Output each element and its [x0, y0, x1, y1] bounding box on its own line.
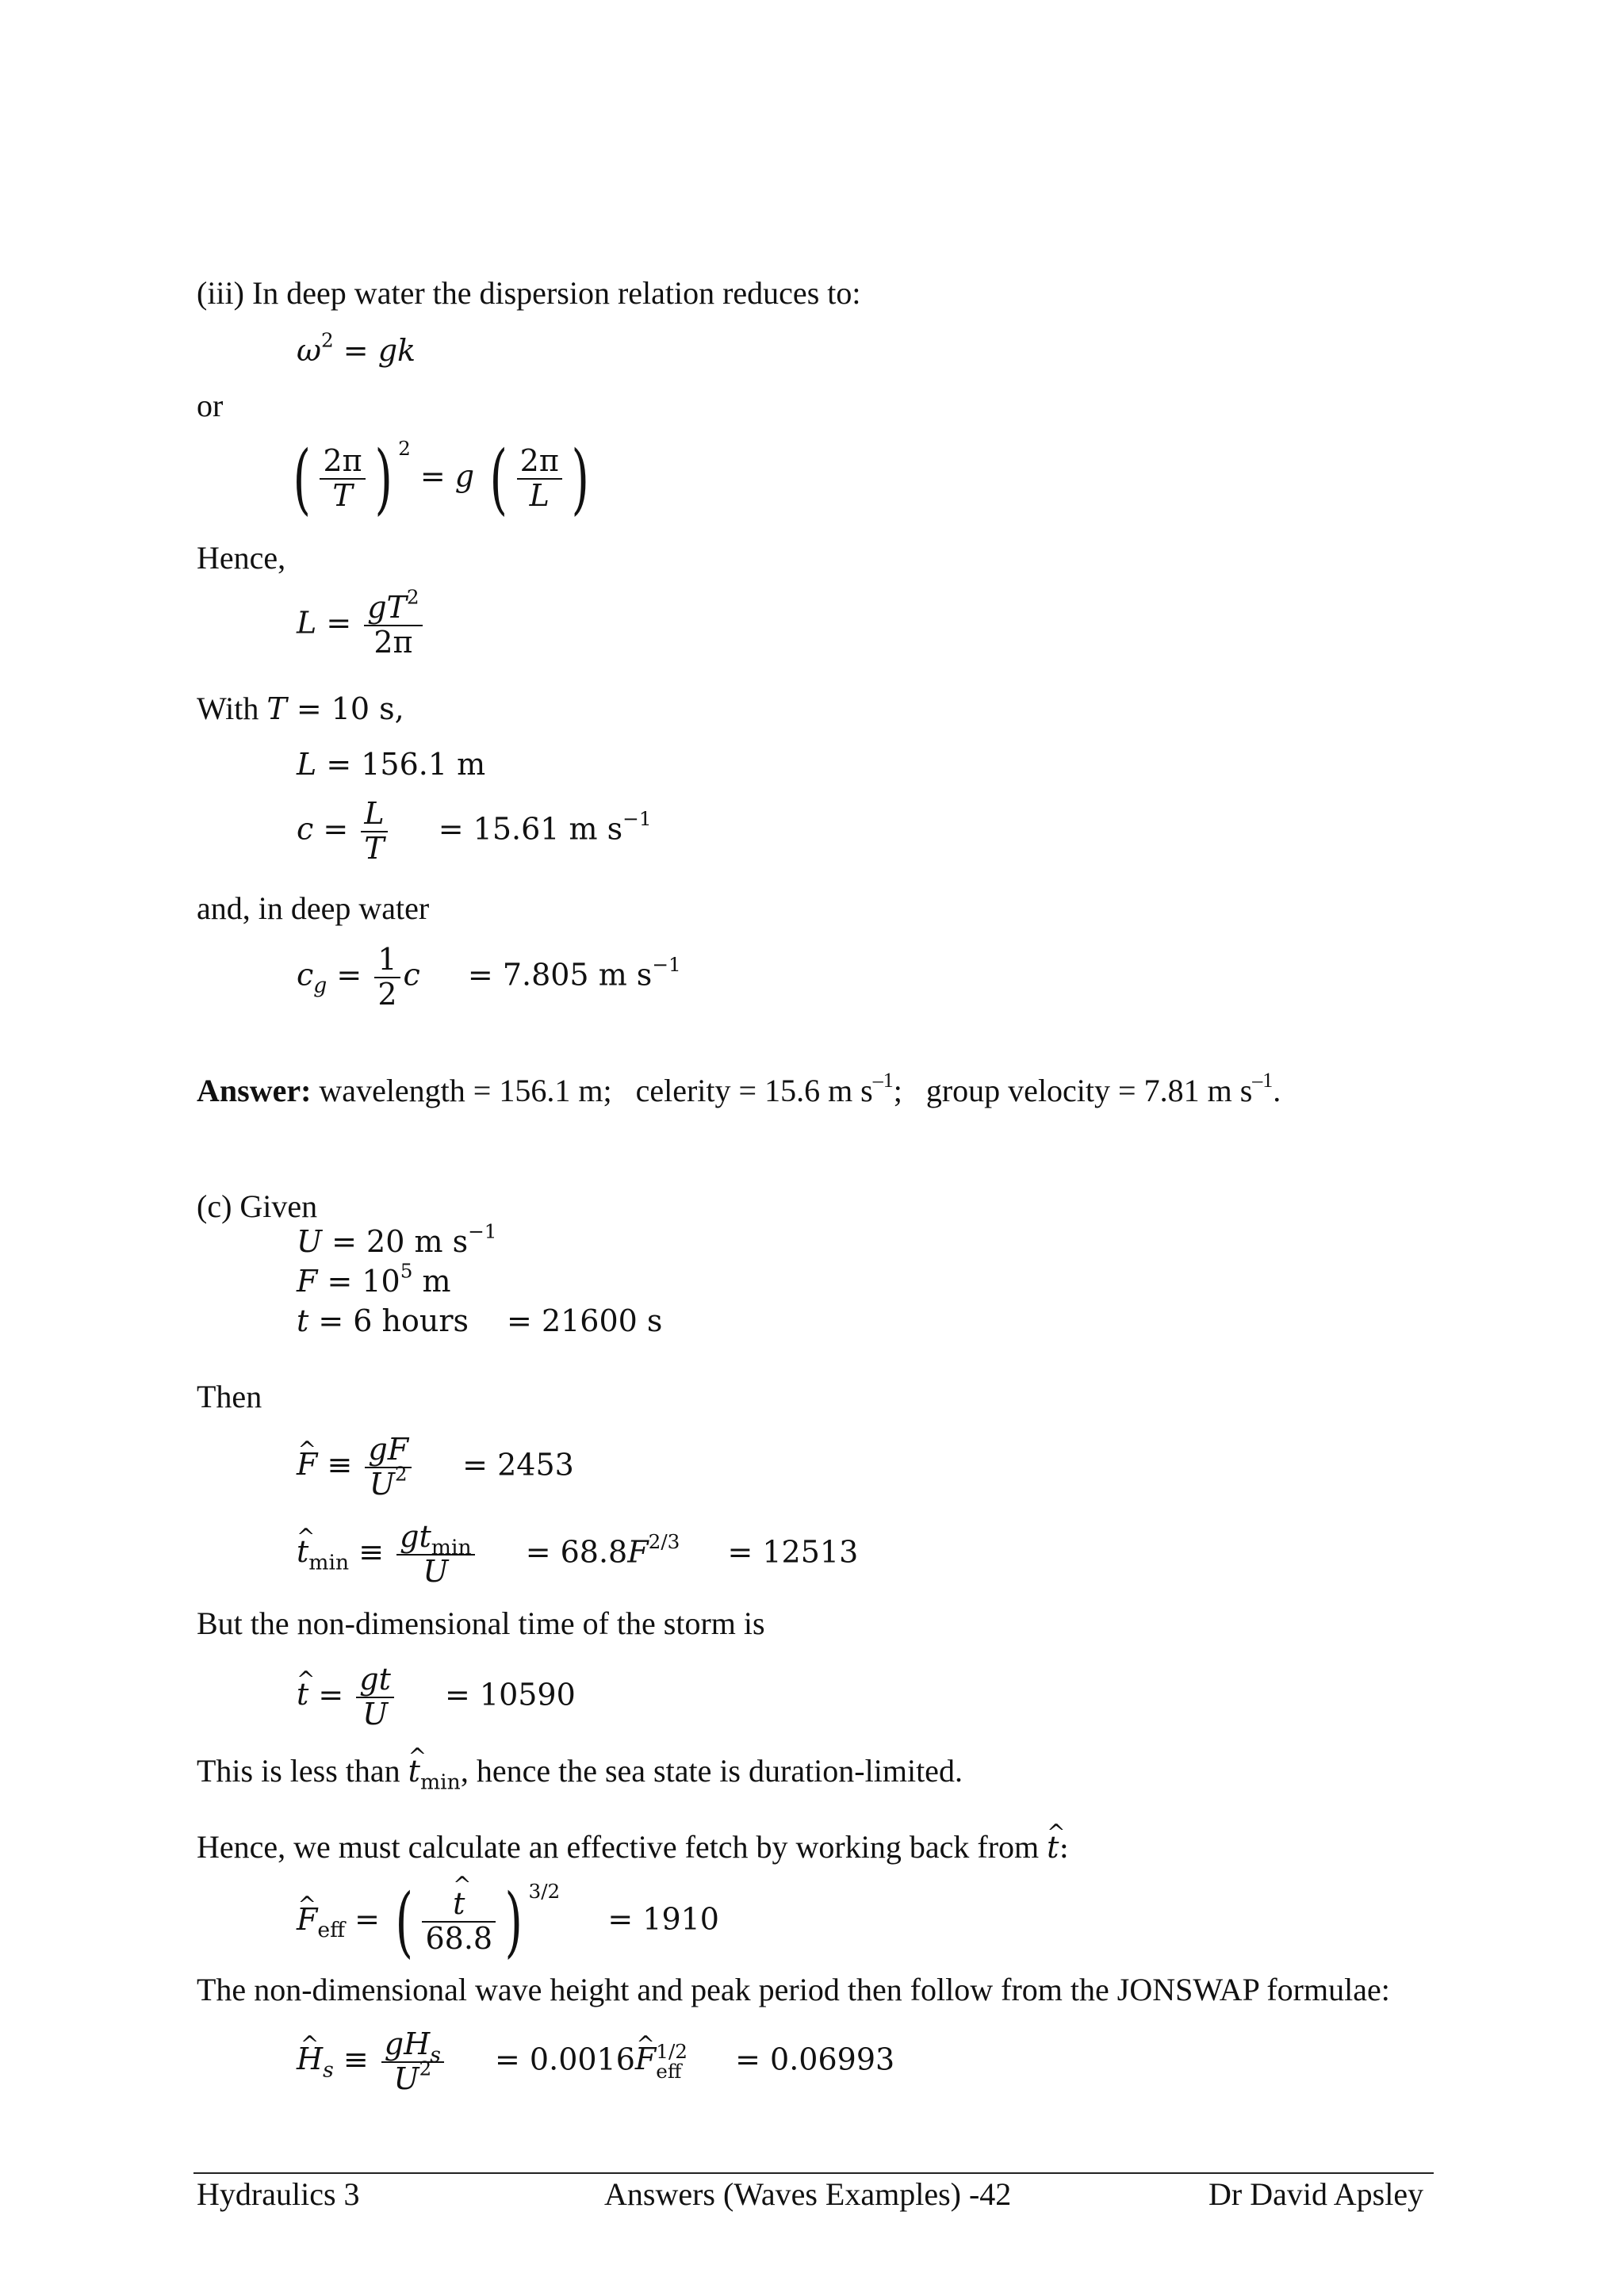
equation-group-velocity: $c_g$ = $\frac{1}{2}$ c = 7.805 m $s^{-1}$: [297, 942, 681, 1012]
text-effective-fetch: Hence, we must calculate an effective fetch by working back from ^ t:: [197, 1828, 1069, 1866]
text-hence: Hence,: [197, 540, 286, 576]
equation-fetch: $F = 10^5$ m: [297, 1259, 451, 1299]
equation-Hs-hat: ^ $H_s$ ≡ $\frac{gH_s}{U^2}$ = 0.0016^ F 1/2 eff = 0.06993: [297, 2028, 894, 2096]
equation-wind-speed: U = 20 m $s^{-1}$: [297, 1219, 497, 1259]
text-duration-limited: This is less than ^ $t_{min}$, hence the sea state is duration-limited.: [197, 1752, 963, 1790]
paragraph-deep-water: (iii) In deep water the dispersion relation reduces to:: [197, 275, 861, 311]
equation-wavelength-value: L = 156.1 m: [297, 747, 486, 782]
answer-line: Answer: wavelength = 156.1 m; celerity = 15.6 m $s^{-1}$; group velocity = 7.81 m $s^{-1}$.: [197, 1068, 1281, 1108]
text-or: or: [197, 388, 224, 423]
equation-dispersion: $\omega^2$ = gk: [297, 328, 416, 368]
text-then: Then: [197, 1379, 262, 1414]
text-c-given: (c) Given: [197, 1188, 318, 1224]
text-but-storm: But the non-dimensional time of the storm is: [197, 1605, 765, 1641]
text-with-period: With T = 10 s,: [197, 691, 404, 726]
equation-wavelength: L = $\frac{gT^2}{2\pi}$: [297, 591, 426, 660]
footer-course: Hydraulics 3: [197, 2176, 360, 2212]
equation-F-eff: ^ $F_{eff}$ = ( ^ $\frac{t}{68.8}$ ) $^{3/2}$ = 1910: [297, 1884, 719, 1960]
text-jonswap: The non-dimensional wave height and peak period then follow from the JONSWAP formulae:: [197, 1972, 1390, 2007]
equation-dispersion-expanded: ( $\frac{2\pi}{T}$ ) $^2$ = g ( $\frac{2\pi}{L}$ ): [293, 434, 589, 523]
equation-F-hat: ^ F ≡ $\frac{gF}{U^2}$ = 2453: [297, 1433, 574, 1502]
equation-celerity: c = $\frac{L}{T}$ = 15.61 m $s^{-1}$: [297, 796, 652, 866]
equation-t-hat: ^ t = $\frac{gt}{U}$ = 10590: [297, 1663, 576, 1732]
equation-t-min: ^ $t_{min}$ ≡ $\frac{gt_{min}}{U}$ = $68.8F^{2/3} = 12513$: [297, 1521, 858, 1589]
footer-rule: [193, 2172, 1434, 2174]
footer-page-label: Answers (Waves Examples) -42: [604, 2176, 1012, 2212]
text-and-deep-water: and, in deep water: [197, 890, 430, 926]
footer-author: Dr David Apsley: [1208, 2176, 1424, 2212]
equation-duration: t = 6 hours = 21600 s: [297, 1303, 663, 1338]
